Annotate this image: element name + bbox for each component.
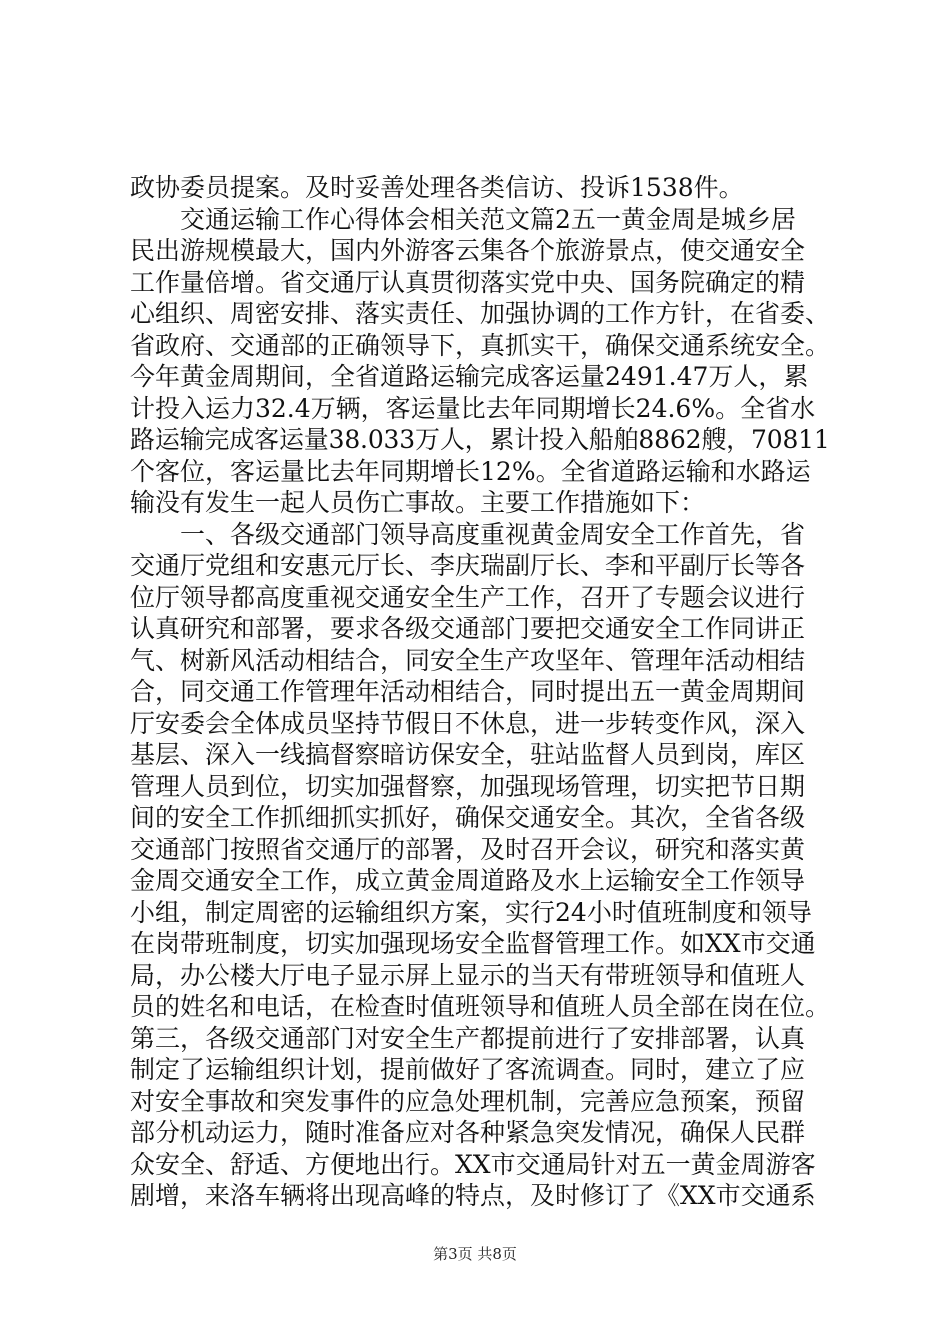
text-line: 金周交通安全工作，成立黄金周道路及水上运输安全工作领导 <box>130 866 806 895</box>
text-line: 众安全、舒适、方便地出行。XX市交通局针对五一黄金周游客 <box>130 1149 816 1179</box>
text-line: 制定了运输组织计划，提前做好了客流调查。同时，建立了应 <box>130 1055 806 1084</box>
text-line: 交通部门按照省交通厅的部署，及时召开会议，研究和落实黄 <box>130 834 806 864</box>
text-line: 合，同交通工作管理年活动相结合，同时提出五一黄金周期间 <box>130 677 806 706</box>
text-line: 基层、深入一线搞督察暗访保安全，驻站监督人员到岗，库区 <box>130 740 806 769</box>
text-line: 心组织、周密安排、落实责任、加强协调的工作方针，在省委、 <box>130 299 831 328</box>
text-line: 管理人员到位，切实加强督察，加强现场管理，切实把节日期 <box>130 771 806 801</box>
text-line: 交通厅党组和安惠元厅长、李庆瑞副厅长、李和平副厅长等各 <box>130 551 806 580</box>
text-line: 小组，制定周密的运输组织方案，实行24小时值班制度和领导 <box>130 897 812 927</box>
text-line: 交通运输工作心得体会相关范文篇2五一黄金周是城乡居 <box>130 204 796 234</box>
text-line: 路运输完成客运量38.033万人，累计投入船舶8862艘，70811 <box>130 425 830 454</box>
text-line: 民出游规模最大，国内外游客云集各个旅游景点，使交通安全 <box>130 236 806 265</box>
text-line: 员的姓名和电话，在检查时值班领导和值班人员全部在岗在位。 <box>130 992 831 1021</box>
text-line: 部分机动运力，随时准备应对各种紧急突发情况，确保人民群 <box>130 1118 806 1147</box>
text-line: 位厅领导都高度重视交通安全生产工作，召开了专题会议进行 <box>130 582 806 612</box>
text-line: 局，办公楼大厅电子显示屏上显示的当天有带班领导和值班人 <box>130 960 806 990</box>
text-line: 计投入运力32.4万辆，客运量比去年同期增长24.6%。全省水 <box>130 393 816 423</box>
text-line: 认真研究和部署，要求各级交通部门要把交通安全工作同讲正 <box>130 614 806 643</box>
text-line: 厅安委会全体成员坚持节假日不休息，进一步转变作风，深入 <box>130 708 806 738</box>
text-line: 输没有发生一起人员伤亡事故。主要工作措施如下： <box>130 488 706 517</box>
page-number-footer: 第3页 共8页 <box>433 1245 517 1263</box>
body-text <box>130 172 830 1212</box>
text-line: 剧增，来洛车辆将出现高峰的特点，及时修订了《XX市交通系 <box>130 1181 816 1210</box>
text-line: 在岗带班制度，切实加强现场安全监督管理工作。如XX市交通 <box>130 929 816 958</box>
text-line: 工作量倍增。省交通厅认真贯彻落实党中央、国务院确定的精 <box>130 267 806 297</box>
text-line: 第三，各级交通部门对安全生产都提前进行了安排部署，认真 <box>130 1023 806 1053</box>
text-line: 一、各级交通部门领导高度重视黄金周安全工作首先，省 <box>130 519 806 549</box>
text-line: 对安全事故和突发事件的应急处理机制，完善应急预案，预留 <box>130 1086 806 1116</box>
text-line: 个客位，客运量比去年同期增长12%。全省道路运输和水路运 <box>130 456 811 486</box>
text-line: 政协委员提案。及时妥善处理各类信访、投诉1538件。 <box>130 173 744 202</box>
text-line: 气、树新风活动相结合，同安全生产攻坚年、管理年活动相结 <box>130 645 806 675</box>
text-line: 省政府、交通部的正确领导下，真抓实干，确保交通系统安全。 <box>130 330 831 360</box>
text-line: 今年黄金周期间，全省道路运输完成客运量2491.47万人，累 <box>130 362 809 391</box>
text-line: 间的安全工作抓细抓实抓好，确保交通安全。其次，全省各级 <box>130 803 806 832</box>
